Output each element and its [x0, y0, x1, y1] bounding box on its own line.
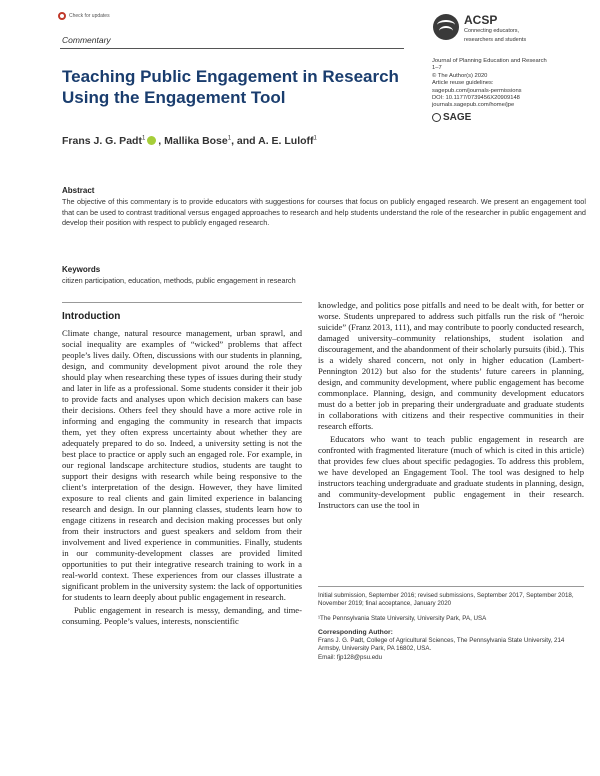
- reuse-label: Article reuse guidelines:: [432, 80, 494, 87]
- affiliation-note: ¹The Pennsylvania State University, University Park, PA, USA: [318, 614, 487, 622]
- paragraph: Educators who want to teach public engagement in research are confronted with fragmented literature (much of which is cited in this article) that provides few clues about specific pedagogies. To address this problem, we have developed an Engagement Tool. The tool was designed to help instructors teaching undergraduate and graduate students in planning, design, and community-development public engagement in their research. Instructors can use the tool in: [318, 434, 584, 510]
- acsp-logo: [433, 14, 526, 43]
- journal-pages: 1–7: [432, 65, 442, 72]
- abstract-section: [62, 186, 586, 229]
- article-title: Teaching Public Engagement in Research Using the Engagement Tool: [62, 67, 399, 107]
- author-line: [62, 135, 317, 147]
- logo-tagline-2: researchers and students: [464, 36, 527, 43]
- copyright: © The Author(s) 2020: [432, 72, 488, 79]
- header-divider: [60, 48, 404, 49]
- journal-info: [432, 58, 582, 122]
- check-updates-icon: [58, 12, 66, 20]
- section-divider: [62, 302, 302, 303]
- paragraph: knowledge, and politics pose pitfalls and need to be dealt with, for better or worse. Students unprepared to address such pitfalls run the risk of “heroic suicide” (Franz 2013, 111), and may contribute to poorly conducted research, damaged university–community relationships, student isolation and discouragement, and the abandonment of their scholarly pursuits (ibid.). This is a widely shared concern, not only in higher education (Lambert-Pennington 2012) but also for the students’ future careers in planning, design, and community development, where public engagement has become commonplace. Planning, design, and community development educators must do a better job in preparing their undergraduate and graduate students in collaborations with citizens and their respective communities in their research efforts.: [318, 300, 584, 431]
- introduction-heading: Introduction: [62, 311, 121, 322]
- logo-name: ACSP: [464, 13, 498, 27]
- author-2: , Mallika Bose: [158, 135, 228, 147]
- paragraph: Public engagement in research is messy, demanding, and time-consuming. People’s values, interests, nonscientific: [62, 605, 302, 626]
- author-1: Frans J. G. Padt: [62, 135, 142, 147]
- corresponding-heading: Corresponding Author:: [318, 628, 393, 636]
- author-2-affil: 1: [227, 135, 232, 142]
- corresponding-email[interactable]: Email: fjp128@psu.edu: [318, 653, 383, 661]
- check-updates-label: Check for updates: [69, 13, 110, 19]
- corresponding-author: [318, 629, 584, 662]
- author-3-affil: 1: [313, 135, 317, 142]
- keywords-text: citizen participation, education, methods, public engagement in research: [62, 276, 296, 285]
- keywords-heading: Keywords: [62, 265, 101, 274]
- journal-home-link[interactable]: journals.sagepub.com/home/jpe: [432, 102, 515, 109]
- abstract-text: The objective of this commentary is to provide educators with suggestions for courses that focus on publicly engaged research. We present an engagement tool that can be used to contrast traditional versus engaged approaches to research and help students understand the role of the researcher in public engagement and develop their position with respect to publicly engaged research.: [62, 197, 586, 227]
- check-for-updates-badge[interactable]: [58, 12, 110, 20]
- journal-name: Journal of Planning Education and Research: [432, 58, 547, 64]
- keywords-section: [62, 265, 586, 285]
- abstract-heading: Abstract: [62, 186, 95, 195]
- submission-dates: Initial submission, September 2016; revised submissions, September 2017, September 2018, November 2019; final acceptance, January 2020: [318, 592, 574, 608]
- footnotes: [318, 586, 584, 662]
- author-1-affil: 1: [141, 135, 146, 142]
- paragraph: Climate change, natural resource management, urban sprawl, and social inequality are examples of “wicked” problems that affect people’s lives daily. Often, discussions with our students in planning, design, and community development pivot around the role they should play when researching these types of issues during their study and later in life as a professional. Some students consider it their job to provide facts and analyses upon which decision makers can base their decisions. Others feel they should have a more active role in informing and engaging the community in research that impacts them, yet they often express uncertainty about whether they are adequately prepared to do so. Indeed, a university setting is not the best place to practice or apply such an engaged role. For example, in our regional landscape architecture studios, students are taught to support their designs with research while being responsive to the client’s interpretation of the design. However, they have limited exposure to real clients and gain limited experience in balancing research and design. In our planning classes, students learn how to engage citizens in research and decision making processes but only from their instructors and guest speakers and seldom from their involvement and lived experience in communities. Finally, students in our community-development classes are provided limited opportunities to put their integrative research training to work in a real-world context. These experiences from our classes illustrate a significant problem in the university system: the lack of opportunities for students to learn deeply about public engagement in research.: [62, 328, 302, 602]
- acsp-logo-icon: [433, 14, 459, 40]
- corresponding-line-1: Frans J. G. Padt, College of Agricultural Sciences, The Pennsylvania State University, 214: [318, 637, 565, 645]
- doi[interactable]: DOI: 10.1177/0739456X20909148: [432, 95, 520, 102]
- author-3: , and A. E. Luloff: [231, 135, 314, 147]
- logo-tagline-1: Connecting educators,: [464, 28, 520, 34]
- publisher-name: SAGE: [443, 111, 472, 123]
- body-column-right: [318, 300, 584, 511]
- permissions-link[interactable]: sagepub.com/journals-permissions: [432, 87, 522, 94]
- corresponding-line-2: Armsby, University Park, PA 16802, USA.: [318, 645, 432, 653]
- section-label: Commentary: [62, 35, 111, 45]
- sage-icon: [432, 113, 441, 122]
- orcid-icon[interactable]: [147, 136, 156, 145]
- body-column-left: [62, 328, 302, 627]
- publisher-logo: [432, 113, 582, 122]
